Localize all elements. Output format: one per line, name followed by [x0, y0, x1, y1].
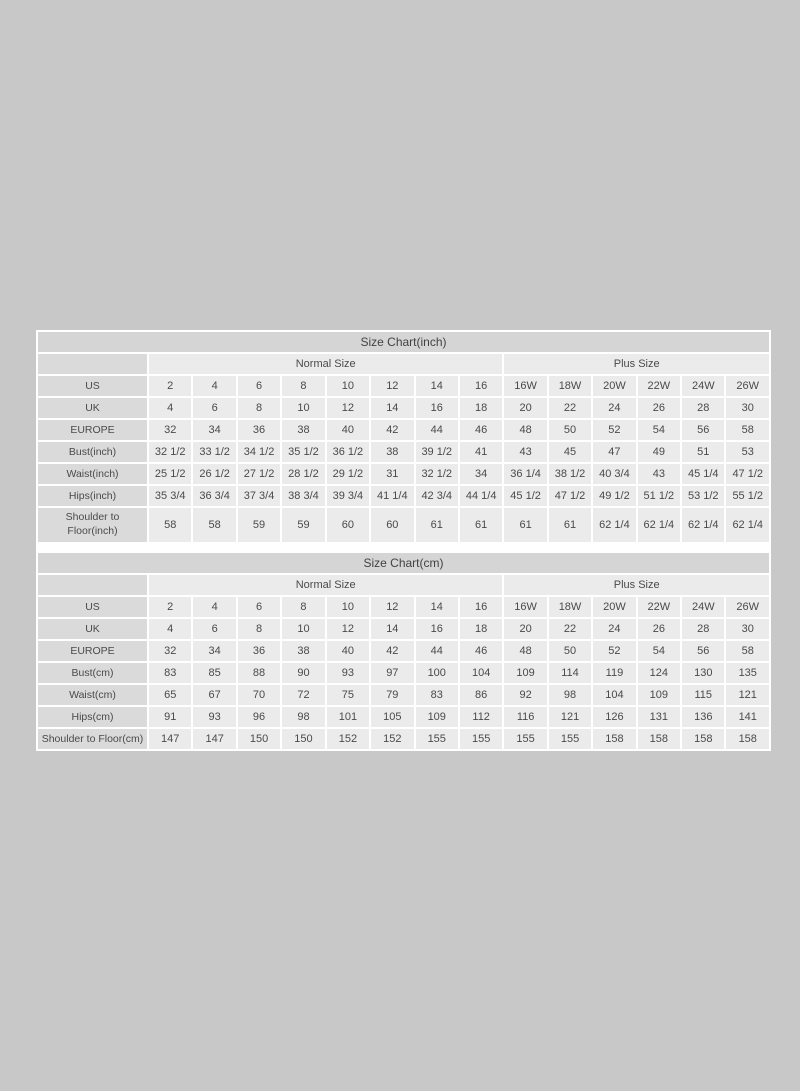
size-value-cell: 41 1/4: [371, 486, 413, 506]
size-value-cell: 47 1/2: [549, 486, 591, 506]
size-value-cell: 135: [726, 663, 769, 683]
row-label-text: Waist(cm): [69, 689, 116, 701]
row-label: [38, 729, 147, 749]
table-row: [38, 486, 769, 506]
size-value-cell: 16: [416, 619, 458, 639]
row-label: [38, 663, 147, 683]
size-value-cell: 16W: [504, 376, 546, 396]
table-row: [38, 376, 769, 396]
size-value-cell: 62 1/4: [682, 508, 724, 542]
size-value-cell: 60: [327, 508, 369, 542]
size-value-cell: 104: [460, 663, 502, 683]
size-value-cell: 105: [371, 707, 413, 727]
size-value-cell: 4: [193, 376, 235, 396]
size-value-cell: 14: [416, 597, 458, 617]
size-value-cell: 16W: [504, 597, 546, 617]
size-value-cell: 24: [593, 619, 635, 639]
size-value-cell: 152: [327, 729, 369, 749]
size-value-cell: 45 1/4: [682, 464, 724, 484]
size-value-cell: 32 1/2: [416, 464, 458, 484]
size-value-cell: 136: [682, 707, 724, 727]
size-value-cell: 35 3/4: [149, 486, 191, 506]
group-header-normal-size: Normal Size: [149, 354, 502, 374]
size-value-cell: 158: [682, 729, 724, 749]
size-value-cell: 104: [593, 685, 635, 705]
size-value-cell: 20W: [593, 597, 635, 617]
size-value-cell: 10: [327, 597, 369, 617]
size-value-cell: 31: [371, 464, 413, 484]
size-value-cell: 72: [282, 685, 324, 705]
size-value-cell: 53: [726, 442, 769, 462]
row-label: [38, 619, 147, 639]
size-value-cell: 49: [638, 442, 680, 462]
size-value-cell: 26: [638, 619, 680, 639]
size-value-cell: 158: [726, 729, 769, 749]
table-row: [38, 420, 769, 440]
size-value-cell: 51 1/2: [638, 486, 680, 506]
size-value-cell: 59: [282, 508, 324, 542]
size-value-cell: 56: [682, 420, 724, 440]
size-value-cell: 38 3/4: [282, 486, 324, 506]
size-value-cell: 50: [549, 641, 591, 661]
size-value-cell: 40: [327, 641, 369, 661]
size-value-cell: 32 1/2: [149, 442, 191, 462]
size-value-cell: 155: [504, 729, 546, 749]
size-value-cell: 150: [238, 729, 280, 749]
size-value-cell: 22: [549, 398, 591, 418]
size-value-cell: 4: [149, 398, 191, 418]
size-value-cell: 42 3/4: [416, 486, 458, 506]
table-row: [38, 442, 769, 462]
table-row: [38, 398, 769, 418]
size-value-cell: 34: [193, 641, 235, 661]
size-value-cell: 147: [149, 729, 191, 749]
group-header-plus-size: Plus Size: [504, 575, 769, 595]
size-value-cell: 75: [327, 685, 369, 705]
size-value-cell: 45: [549, 442, 591, 462]
size-value-cell: 109: [638, 685, 680, 705]
size-value-cell: 38 1/2: [549, 464, 591, 484]
size-value-cell: 40: [327, 420, 369, 440]
size-value-cell: 44: [416, 641, 458, 661]
size-value-cell: 58: [726, 641, 769, 661]
table-row: [38, 729, 769, 749]
size-value-cell: 49 1/2: [593, 486, 635, 506]
size-value-cell: 22: [549, 619, 591, 639]
size-value-cell: 55 1/2: [726, 486, 769, 506]
size-value-cell: 2: [149, 597, 191, 617]
size-value-cell: 48: [504, 641, 546, 661]
row-label: [38, 597, 147, 617]
size-value-cell: 52: [593, 641, 635, 661]
size-value-cell: 155: [460, 729, 502, 749]
size-value-cell: 93: [193, 707, 235, 727]
size-value-cell: 12: [371, 597, 413, 617]
row-label: [38, 398, 147, 418]
size-value-cell: 26: [638, 398, 680, 418]
size-value-cell: 116: [504, 707, 546, 727]
size-value-cell: 62 1/4: [726, 508, 769, 542]
group-header-normal-size: Normal Size: [149, 575, 502, 595]
size-value-cell: 51: [682, 442, 724, 462]
size-value-cell: 47: [593, 442, 635, 462]
size-value-cell: 56: [682, 641, 724, 661]
row-label-text: US: [85, 380, 100, 392]
size-value-cell: 25 1/2: [149, 464, 191, 484]
size-value-cell: 33 1/2: [193, 442, 235, 462]
size-value-cell: 6: [193, 398, 235, 418]
size-value-cell: 119: [593, 663, 635, 683]
size-value-cell: 44: [416, 420, 458, 440]
table-row: [38, 619, 769, 639]
size-chart-inch-table: [36, 330, 771, 544]
size-value-cell: 6: [238, 597, 280, 617]
size-value-cell: 44 1/4: [460, 486, 502, 506]
size-value-cell: 8: [238, 398, 280, 418]
size-value-cell: 16: [416, 398, 458, 418]
size-value-cell: 8: [238, 619, 280, 639]
row-label-text: UK: [85, 623, 100, 635]
size-value-cell: 18: [460, 619, 502, 639]
row-label: [38, 508, 147, 542]
table-title: Size Chart(inch): [38, 332, 769, 352]
size-value-cell: 98: [282, 707, 324, 727]
size-value-cell: 130: [682, 663, 724, 683]
size-value-cell: 22W: [638, 376, 680, 396]
size-value-cell: 97: [371, 663, 413, 683]
size-value-cell: 58: [193, 508, 235, 542]
row-label: [38, 420, 147, 440]
size-chart-cm-table: [36, 551, 771, 751]
size-value-cell: 6: [238, 376, 280, 396]
size-value-cell: 32: [149, 641, 191, 661]
size-value-cell: 27 1/2: [238, 464, 280, 484]
size-value-cell: 109: [504, 663, 546, 683]
row-label-text: Shoulder to Floor(cm): [41, 733, 144, 745]
size-value-cell: 61: [460, 508, 502, 542]
size-value-cell: 91: [149, 707, 191, 727]
size-value-cell: 38: [282, 420, 324, 440]
row-label-text: Hips(inch): [68, 490, 117, 502]
size-value-cell: 30: [726, 398, 769, 418]
size-value-cell: 54: [638, 641, 680, 661]
size-value-cell: 155: [549, 729, 591, 749]
row-label-text: Bust(inch): [68, 446, 117, 458]
size-value-cell: 40 3/4: [593, 464, 635, 484]
size-value-cell: 36 3/4: [193, 486, 235, 506]
size-value-cell: 28: [682, 619, 724, 639]
size-value-cell: 158: [593, 729, 635, 749]
size-value-cell: 36: [238, 420, 280, 440]
table-row: [38, 663, 769, 683]
size-value-cell: 34: [460, 464, 502, 484]
size-value-cell: 35 1/2: [282, 442, 324, 462]
size-value-cell: 20: [504, 398, 546, 418]
size-value-cell: 47 1/2: [726, 464, 769, 484]
size-value-cell: 14: [371, 619, 413, 639]
size-value-cell: 37 3/4: [238, 486, 280, 506]
size-chart-panel: [36, 330, 771, 751]
size-value-cell: 79: [371, 685, 413, 705]
size-value-cell: 34 1/2: [238, 442, 280, 462]
size-value-cell: 20W: [593, 376, 635, 396]
table-row: [38, 685, 769, 705]
size-value-cell: 126: [593, 707, 635, 727]
row-label: [38, 707, 147, 727]
size-value-cell: 18W: [549, 597, 591, 617]
size-value-cell: 61: [504, 508, 546, 542]
size-value-cell: 24W: [682, 376, 724, 396]
size-value-cell: 18: [460, 398, 502, 418]
size-value-cell: 100: [416, 663, 458, 683]
size-value-cell: 155: [416, 729, 458, 749]
size-value-cell: 4: [149, 619, 191, 639]
size-value-cell: 65: [149, 685, 191, 705]
size-value-cell: 96: [238, 707, 280, 727]
size-value-cell: 16: [460, 597, 502, 617]
row-label-text: EUROPE: [70, 424, 115, 436]
table-row: [38, 508, 769, 542]
size-value-cell: 124: [638, 663, 680, 683]
size-value-cell: 38: [371, 442, 413, 462]
size-value-cell: 26 1/2: [193, 464, 235, 484]
size-value-cell: 70: [238, 685, 280, 705]
table-row: [38, 641, 769, 661]
size-value-cell: 26W: [726, 376, 769, 396]
size-value-cell: 12: [327, 398, 369, 418]
row-label: [38, 442, 147, 462]
size-value-cell: 20: [504, 619, 546, 639]
size-value-cell: 54: [638, 420, 680, 440]
size-value-cell: 18W: [549, 376, 591, 396]
size-value-cell: 59: [238, 508, 280, 542]
size-value-cell: 131: [638, 707, 680, 727]
size-value-cell: 46: [460, 420, 502, 440]
size-value-cell: 60: [371, 508, 413, 542]
size-value-cell: 26W: [726, 597, 769, 617]
corner-blank-cell: [38, 354, 147, 374]
size-value-cell: 52: [593, 420, 635, 440]
size-value-cell: 158: [638, 729, 680, 749]
size-value-cell: 115: [682, 685, 724, 705]
size-value-cell: 38: [282, 641, 324, 661]
size-value-cell: 83: [149, 663, 191, 683]
row-label: [38, 464, 147, 484]
size-value-cell: 28: [682, 398, 724, 418]
size-value-cell: 45 1/2: [504, 486, 546, 506]
size-value-cell: 121: [549, 707, 591, 727]
row-label: [38, 486, 147, 506]
size-value-cell: 14: [371, 398, 413, 418]
size-value-cell: 4: [193, 597, 235, 617]
size-value-cell: 61: [416, 508, 458, 542]
size-value-cell: 14: [416, 376, 458, 396]
size-value-cell: 85: [193, 663, 235, 683]
size-value-cell: 28 1/2: [282, 464, 324, 484]
size-value-cell: 10: [282, 619, 324, 639]
size-value-cell: 36: [238, 641, 280, 661]
size-value-cell: 83: [416, 685, 458, 705]
size-value-cell: 36 1/2: [327, 442, 369, 462]
corner-blank-cell: [38, 575, 147, 595]
table-row: [38, 464, 769, 484]
size-value-cell: 90: [282, 663, 324, 683]
table-row: [38, 597, 769, 617]
row-label-text: Shoulder to Floor(inch): [65, 511, 120, 537]
size-value-cell: 114: [549, 663, 591, 683]
size-value-cell: 32: [149, 420, 191, 440]
size-value-cell: 30: [726, 619, 769, 639]
size-value-cell: 152: [371, 729, 413, 749]
size-value-cell: 2: [149, 376, 191, 396]
size-value-cell: 58: [149, 508, 191, 542]
row-label-text: EUROPE: [70, 645, 115, 657]
size-value-cell: 62 1/4: [593, 508, 635, 542]
size-value-cell: 43: [504, 442, 546, 462]
size-value-cell: 67: [193, 685, 235, 705]
size-value-cell: 50: [549, 420, 591, 440]
table-row: [38, 707, 769, 727]
size-value-cell: 8: [282, 597, 324, 617]
size-value-cell: 141: [726, 707, 769, 727]
size-value-cell: 92: [504, 685, 546, 705]
size-value-cell: 42: [371, 641, 413, 661]
size-value-cell: 98: [549, 685, 591, 705]
size-value-cell: 10: [282, 398, 324, 418]
row-label: [38, 685, 147, 705]
group-header-plus-size: Plus Size: [504, 354, 769, 374]
size-value-cell: 41: [460, 442, 502, 462]
size-value-cell: 6: [193, 619, 235, 639]
row-label-text: Waist(inch): [66, 468, 119, 480]
row-label: [38, 376, 147, 396]
size-value-cell: 34: [193, 420, 235, 440]
size-value-cell: 61: [549, 508, 591, 542]
size-value-cell: 58: [726, 420, 769, 440]
size-value-cell: 39 1/2: [416, 442, 458, 462]
size-value-cell: 86: [460, 685, 502, 705]
size-value-cell: 16: [460, 376, 502, 396]
size-value-cell: 24: [593, 398, 635, 418]
size-value-cell: 22W: [638, 597, 680, 617]
size-value-cell: 12: [371, 376, 413, 396]
size-value-cell: 62 1/4: [638, 508, 680, 542]
row-label: [38, 641, 147, 661]
size-value-cell: 10: [327, 376, 369, 396]
row-label-text: Bust(cm): [71, 667, 114, 679]
size-value-cell: 150: [282, 729, 324, 749]
size-value-cell: 43: [638, 464, 680, 484]
size-value-cell: 8: [282, 376, 324, 396]
size-value-cell: 39 3/4: [327, 486, 369, 506]
size-value-cell: 42: [371, 420, 413, 440]
size-value-cell: 109: [416, 707, 458, 727]
size-value-cell: 36 1/4: [504, 464, 546, 484]
size-value-cell: 147: [193, 729, 235, 749]
row-label-text: UK: [85, 402, 100, 414]
size-value-cell: 121: [726, 685, 769, 705]
table-title: Size Chart(cm): [38, 553, 769, 573]
size-value-cell: 101: [327, 707, 369, 727]
size-value-cell: 46: [460, 641, 502, 661]
size-value-cell: 88: [238, 663, 280, 683]
row-label-text: Hips(cm): [71, 711, 114, 723]
size-value-cell: 24W: [682, 597, 724, 617]
row-label-text: US: [85, 601, 100, 613]
size-value-cell: 93: [327, 663, 369, 683]
size-value-cell: 48: [504, 420, 546, 440]
size-value-cell: 12: [327, 619, 369, 639]
size-value-cell: 112: [460, 707, 502, 727]
size-value-cell: 53 1/2: [682, 486, 724, 506]
size-value-cell: 29 1/2: [327, 464, 369, 484]
